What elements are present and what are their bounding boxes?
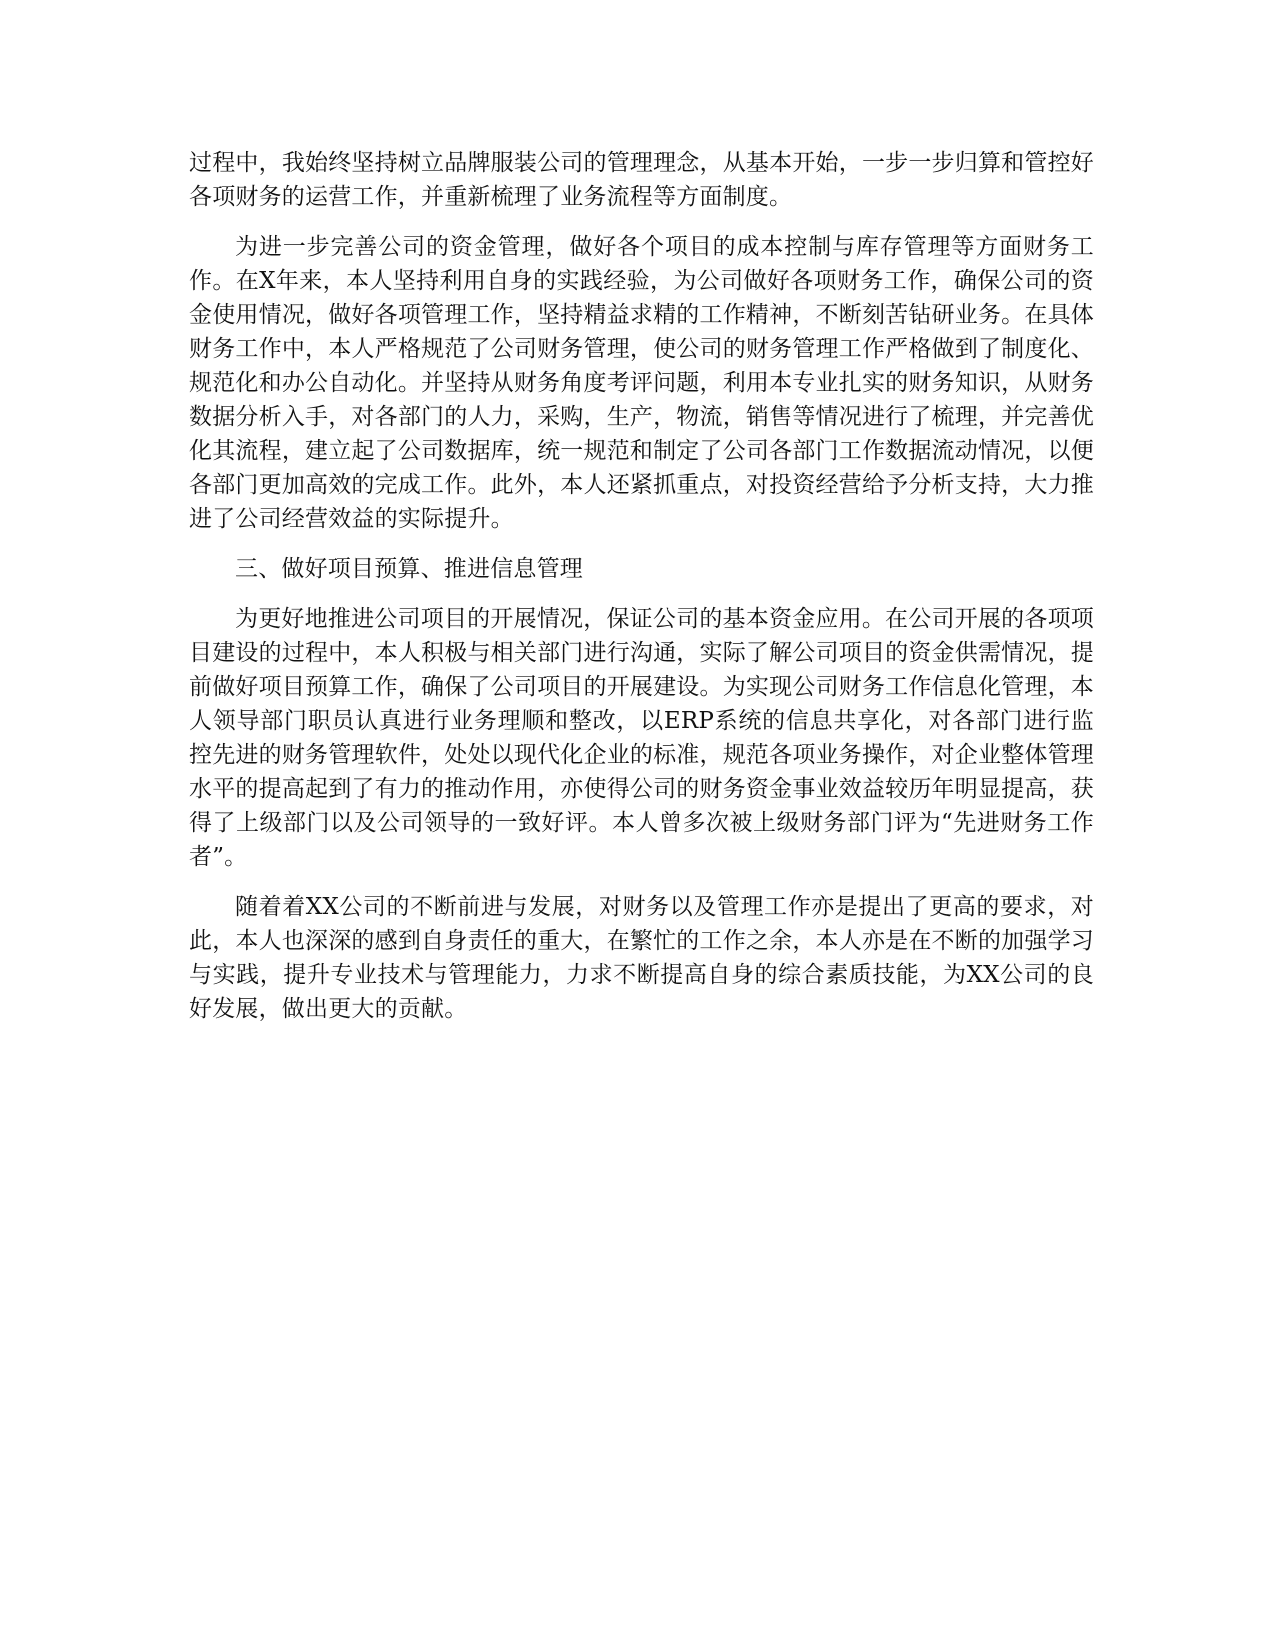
paragraph-financial-management: 为进一步完善公司的资金管理，做好各个项目的成本控制与库存管理等方面财务工作。在X年来，本人坚持利用自身的实践经验，为公司做好各项财务工作，确保公司的资金使用情况，做好各项管理工作，坚持精益求精的工作精神，不断刻苦钻研业务。在具体财务工作中，本人严格规范了公司财务管理，使公司的财务管理工作严格做到了制度化、规范化和办公自动化。并坚持从财务角度考评问题，利用本专业扎实的财务知识，从财务数据分析入手，对各部门的人力，采购，生产，物流，销售等情况进行了梳理，并完善优化其流程，建立起了公司数据库，统一规范和制定了公司各部门工作数据流动情况，以便各部门更加高效的完成工作。此外，本人还紧抓重点，对投资经营给予分析支持，大力推进了公司经营效益的实际提升。 xyxy=(189,234,1094,532)
paragraph-project-budget: 为更好地推进公司项目的开展情况，保证公司的基本资金应用。在公司开展的各项项目建设的过程中，本人积极与相关部门进行沟通，实际了解公司项目的资金供需情况，提前做好项目预算工作，确保了公司项目的开展建设。为实现公司财务工作信息化管理，本人领导部门职员认真进行业务理顺和整改，以ERP系统的信息共享化，对各部门进行监控先进的财务管理软件，处处以现代化企业的标准，规范各项业务操作，对企业整体管理水平的提高起到了有力的推动作用，亦使得公司的财务资金事业效益较历年明显提高，获得了上级部门以及公司领导的一致好评。本人曾多次被上级财务部门评为“先进财务工作者”。 xyxy=(189,606,1094,870)
paragraph-continuation: 过程中，我始终坚持树立品牌服装公司的管理理念，从基本开始，一步一步归算和管控好各项财务的运营工作，并重新梳理了业务流程等方面制度。 xyxy=(189,150,1094,210)
document-body xyxy=(189,146,1094,1042)
section-heading-3: 三、做好项目预算、推进信息管理 xyxy=(235,556,583,582)
paragraph-closing: 随着着XX公司的不断前进与发展，对财务以及管理工作亦是提出了更高的要求，对此，本人也深深的感到自身责任的重大，在繁忙的工作之余，本人亦是在不断的加强学习与实践，提升专业技术与管理能力，力求不断提高自身的综合素质技能，为XX公司的良好发展，做出更大的贡献。 xyxy=(189,894,1094,1022)
